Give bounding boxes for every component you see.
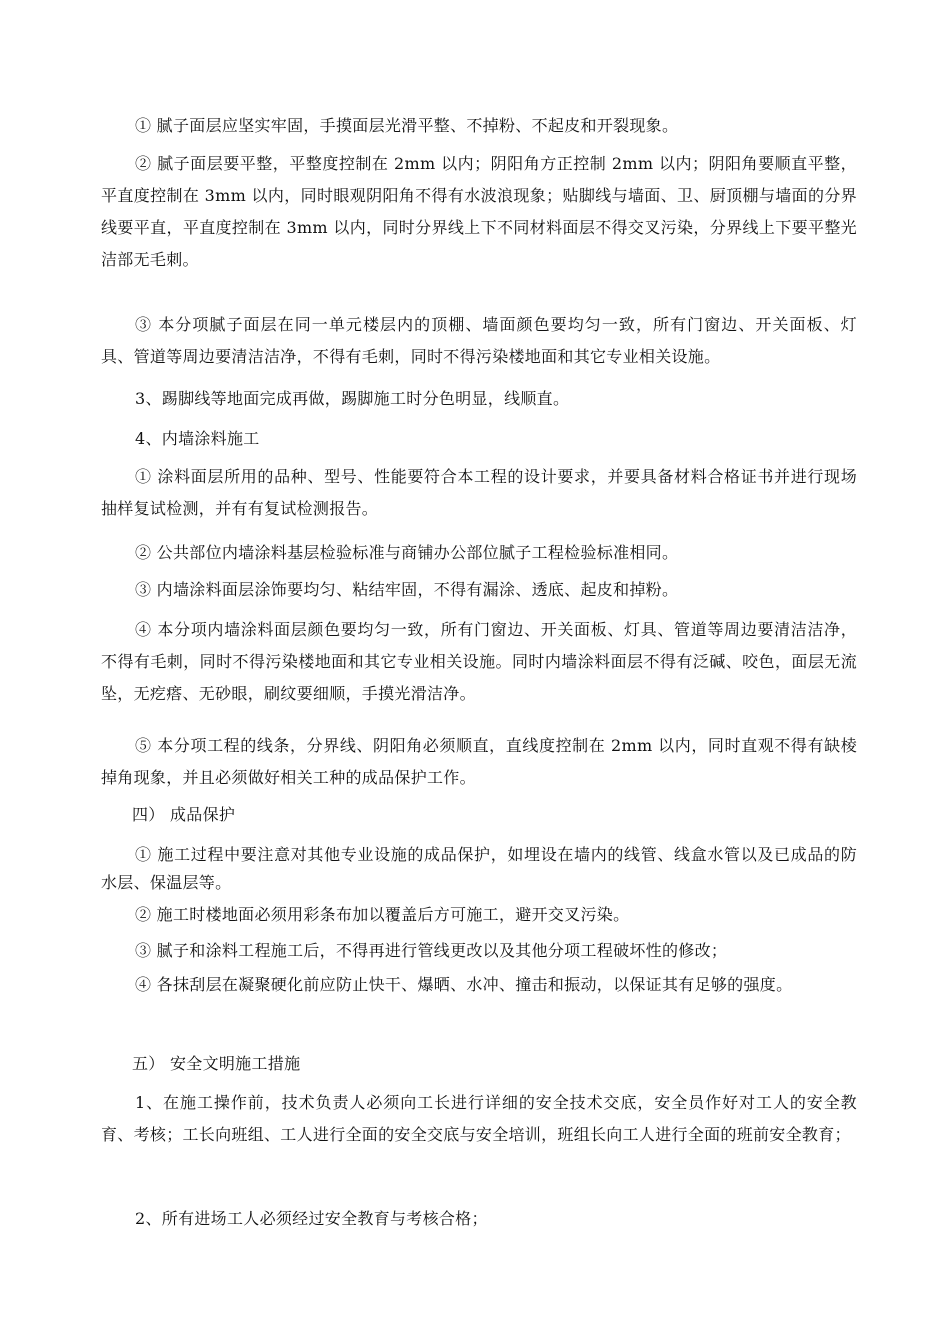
paragraph-protect-facilities: ① 施工过程中要注意对其他专业设施的成品保护，如埋设在墙内的线管、线盒水管以及已成品的防水层、保温层等。 (101, 845, 857, 892)
heading-interior-paint: 4、内墙涂料施工 (135, 429, 260, 448)
paragraph-safety-briefing: 1、在施工操作前，技术负责人必须向工长进行详细的安全技术交底，安全员作好对工人的安全教育、考核；工长向班组、工人进行全面的安全交底与安全培训，班组长向工人进行全面的班前安全教育； (101, 1093, 857, 1144)
paragraph-paint-spec: ① 涂料面层所用的品种、型号、性能要符合本工程的设计要求，并要具备材料合格证书并进行现场抽样复试检测，并有有复试检测报告。 (101, 467, 857, 518)
paragraph-safety-training: 2、所有进场工人必须经过安全教育与考核合格； (135, 1209, 488, 1228)
paragraph-putty-firm: ① 腻子面层应坚实牢固，手摸面层光滑平整、不掉粉、不起皮和开裂现象。 (135, 116, 679, 135)
paragraph-lines: ⑤ 本分项工程的线条，分界线、阴阳角必须顺直，直线度控制在 2mm 以内，同时直观不得有缺棱掉角现象，并且必须做好相关工种的成品保护工作。 (101, 736, 857, 787)
paragraph-paint-standard: ② 公共部位内墙涂料基层检验标准与商铺办公部位腻子工程检验标准相同。 (135, 543, 679, 562)
paragraph-paint-uniform: ③ 内墙涂料面层涂饰要均匀、粘结牢固，不得有漏涂、透底、起皮和掉粉。 (135, 580, 679, 599)
paragraph-paint-color: ④ 本分项内墙涂料面层颜色要均匀一致，所有门窗边、开关面板、灯具、管道等周边要清洁洁净，不得有毛刺，同时不得污染楼地面和其它专业相关设施。同时内墙涂料面层不得有泛碱、咬色，面层无流坠，无疙瘩、无砂眼，刷纹要细顺，手摸光滑洁净。 (101, 620, 857, 703)
paragraph-baseboard: 3、踢脚线等地面完成再做，踢脚施工时分色明显，线顺直。 (135, 389, 570, 408)
paragraph-putty-color: ③ 本分项腻子面层在同一单元楼层内的顶棚、墙面颜色要均匀一致，所有门窗边、开关面板、灯具、管道等周边要清洁洁净，不得有毛刺，同时不得污染楼地面和其它专业相关设施。 (101, 315, 857, 366)
paragraph-floor-cover: ② 施工时楼地面必须用彩条布加以覆盖后方可施工，避开交叉污染。 (135, 905, 630, 924)
paragraph-no-modification: ③ 腻子和涂料工程施工后，不得再进行管线更改以及其他分项工程破坏性的修改； (135, 941, 728, 960)
heading-product-protection: 四） 成品保护 (132, 805, 236, 824)
heading-safety: 五） 安全文明施工措施 (132, 1054, 301, 1073)
paragraph-putty-flat: ② 腻子面层要平整，平整度控制在 2mm 以内；阴阳角方正控制 2mm 以内；阴阳角要顺直平整，平直度控制在 3mm 以内，同时眼观阴阳角不得有水波浪现象；贴脚线与墙面、卫、厨顶棚与墙面的分界线要平直，平直度控制在 3mm 以内，同时分界线上下不同材料面层不得交叉污染，分界线上下要平整光洁部无毛刺。 (101, 154, 857, 269)
paragraph-hardening: ④ 各抹刮层在凝聚硬化前应防止快干、爆晒、水冲、撞击和振动，以保证其有足够的强度。 (135, 975, 793, 994)
